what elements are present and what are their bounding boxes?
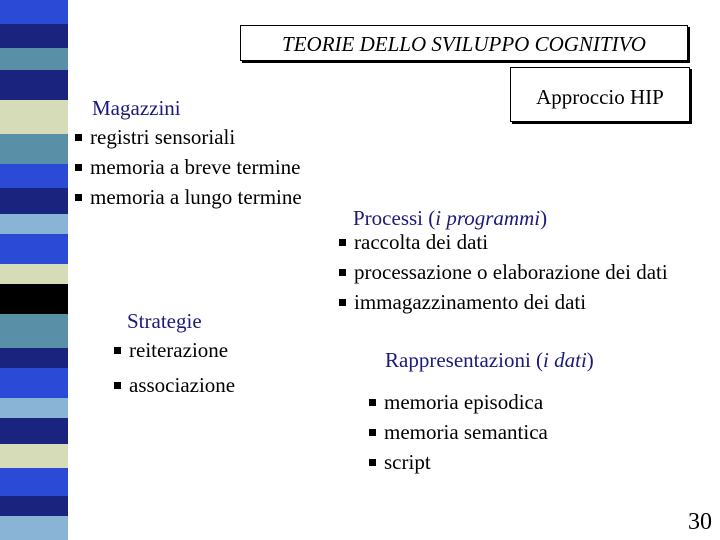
- list-item: memoria a lungo termine: [75, 185, 302, 210]
- bullet-icon: [339, 269, 346, 276]
- bullet-icon: [75, 134, 82, 141]
- list-item: memoria semantica: [369, 420, 548, 445]
- bullet-icon: [114, 347, 121, 354]
- page-title: TEORIE DELLO SVILUPPO COGNITIVO: [282, 32, 646, 56]
- list-item: raccolta dei dati: [339, 230, 488, 255]
- decorative-stripe-bar: [0, 0, 68, 540]
- bullet-icon: [75, 164, 82, 171]
- list-item: associazione: [114, 373, 235, 398]
- list-item: processazione o elaborazione dei dati: [339, 260, 668, 285]
- list-item: registri sensoriali: [75, 125, 235, 150]
- processi-heading: Processi (i programmi): [353, 206, 548, 230]
- rappresentazioni-heading: Rappresentazioni (i dati): [385, 348, 594, 372]
- list-item: memoria episodica: [369, 390, 543, 415]
- bullet-icon: [114, 382, 121, 389]
- bullet-icon: [369, 459, 376, 466]
- bullet-icon: [75, 194, 82, 201]
- magazzini-heading: Magazzini: [92, 96, 181, 120]
- list-item: immagazzinamento dei dati: [339, 290, 586, 315]
- strategie-heading: Strategie: [127, 309, 202, 333]
- approach-box: [510, 67, 690, 122]
- list-item: memoria a breve termine: [75, 155, 300, 180]
- bullet-icon: [369, 399, 376, 406]
- page-number: 30: [688, 509, 712, 535]
- list-item: script: [369, 450, 431, 475]
- title-box: [240, 25, 688, 61]
- bullet-icon: [369, 429, 376, 436]
- bullet-icon: [339, 239, 346, 246]
- bullet-icon: [339, 299, 346, 306]
- approach-label: Approccio HIP: [536, 85, 664, 109]
- list-item: reiterazione: [114, 338, 228, 363]
